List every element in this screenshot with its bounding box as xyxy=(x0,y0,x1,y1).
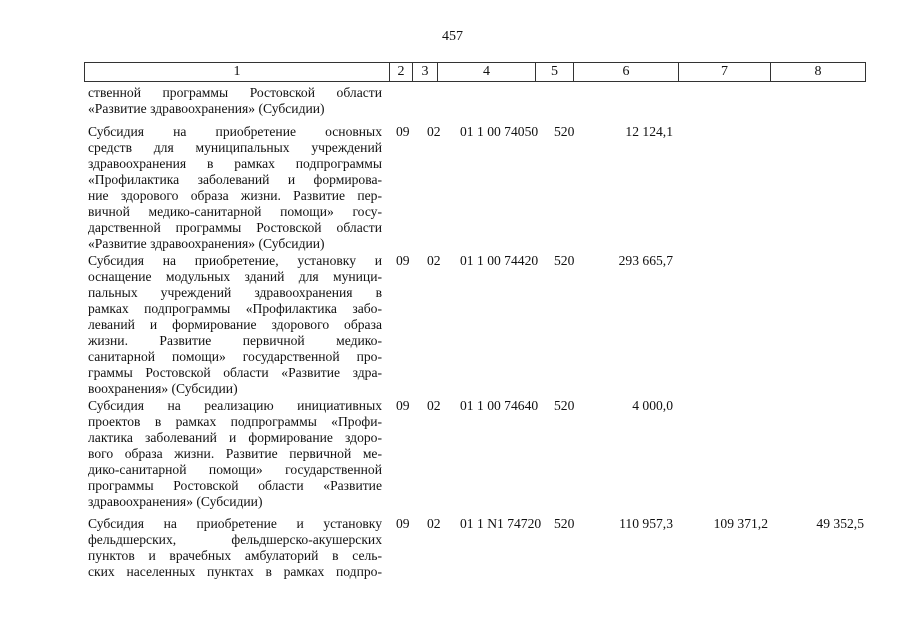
header-col-1: 1 xyxy=(85,63,390,81)
cell-c6: 110 957,3 xyxy=(619,516,673,531)
description-line: рамках подпрограммы «Профилактика забо- xyxy=(88,301,382,316)
description-line: граммы Ростовской области «Развитие здра- xyxy=(88,365,382,380)
cell-c3: 02 xyxy=(427,398,441,413)
description-line: дико-санитарной помощи» государственной xyxy=(88,462,382,477)
cell-c2: 09 xyxy=(396,253,410,268)
cell-c6: 293 665,7 xyxy=(618,253,673,268)
cell-c2: 09 xyxy=(396,398,410,413)
description-line: пальных учреждений здравоохранения в xyxy=(88,285,382,300)
description-line: программы Ростовской области «Развитие xyxy=(88,478,382,493)
cell-c2: 09 xyxy=(396,516,410,531)
description-line: ние здорового образа жизни. Развитие пер- xyxy=(88,188,382,203)
description-line: Субсидия на приобретение, установку и xyxy=(88,253,382,268)
description-line: санитарной помощи» государственной про- xyxy=(88,349,382,364)
header-col-7: 7 xyxy=(679,63,771,81)
description-line: «Профилактика заболеваний и формирова- xyxy=(88,172,382,187)
description-line: Субсидия на реализацию инициативных xyxy=(88,398,382,413)
header-col-3: 3 xyxy=(413,63,438,81)
description-line: Субсидия на приобретение основных xyxy=(88,124,382,139)
row-description xyxy=(88,516,382,580)
description-line: проектов в рамках подпрограммы «Профи- xyxy=(88,414,382,429)
description-line: ских населенных пунктах в рамках подпро- xyxy=(88,564,382,579)
description-line: «Развитие здравоохранения» (Субсидии) xyxy=(88,101,325,116)
header-col-6: 6 xyxy=(574,63,679,81)
cell-c6: 4 000,0 xyxy=(632,398,673,413)
cell-c4: 01 1 00 74050 xyxy=(460,124,539,139)
description-line: жизни. Развитие первичной медико- xyxy=(88,333,382,348)
cell-c2: 09 xyxy=(396,124,410,139)
cell-c3: 02 xyxy=(427,124,441,139)
cell-c4: 01 1 00 74640 xyxy=(460,398,539,413)
header-col-8: 8 xyxy=(771,63,866,81)
description-line: вого образа жизни. Развитие первичной ме- xyxy=(88,446,382,461)
row-description xyxy=(88,398,382,510)
description-line: здравоохранения» (Субсидии) xyxy=(88,494,263,509)
page-number: 457 xyxy=(442,29,463,44)
description-line: вичной медико-санитарной помощи» госу- xyxy=(88,204,382,219)
row-description xyxy=(88,253,382,397)
cell-c4: 01 1 N1 74720 xyxy=(460,516,542,531)
row-description xyxy=(88,124,382,252)
description-line: воохранения» (Субсидии) xyxy=(88,381,238,396)
description-line: ственной программы Ростовской области xyxy=(88,85,382,100)
cell-c5: 520 xyxy=(554,253,575,268)
description-line: оснащение модульных зданий для муници- xyxy=(88,269,382,284)
description-line: «Развитие здравоохранения» (Субсидии) xyxy=(88,236,325,251)
cell-c4: 01 1 00 74420 xyxy=(460,253,539,268)
cell-c8: 49 352,5 xyxy=(816,516,864,531)
description-line: пунктов и врачебных амбулаторий в сель- xyxy=(88,548,382,563)
header-col-5: 5 xyxy=(536,63,574,81)
cell-c5: 520 xyxy=(554,516,575,531)
description-line: леваний и формирование здорового образа xyxy=(88,317,382,332)
row-description xyxy=(88,85,382,117)
cell-c3: 02 xyxy=(427,516,441,531)
description-line: фельдшерских, фельдшерско-акушерских xyxy=(88,532,382,547)
cell-c5: 520 xyxy=(554,124,575,139)
description-line: средств для муниципальных учреждений xyxy=(88,140,382,155)
description-line: дарственной программы Ростовской области xyxy=(88,220,382,235)
cell-c6: 12 124,1 xyxy=(625,124,673,139)
cell-c7: 109 371,2 xyxy=(713,516,768,531)
header-col-4: 4 xyxy=(438,63,536,81)
description-line: Субсидия на приобретение и установку xyxy=(88,516,382,531)
description-line: здравоохранения в рамках подпрограммы xyxy=(88,156,382,171)
header-col-2: 2 xyxy=(390,63,413,81)
cell-c3: 02 xyxy=(427,253,441,268)
cell-c5: 520 xyxy=(554,398,575,413)
table-header xyxy=(84,62,866,82)
description-line: лактика заболеваний и формирование здоро- xyxy=(88,430,382,445)
